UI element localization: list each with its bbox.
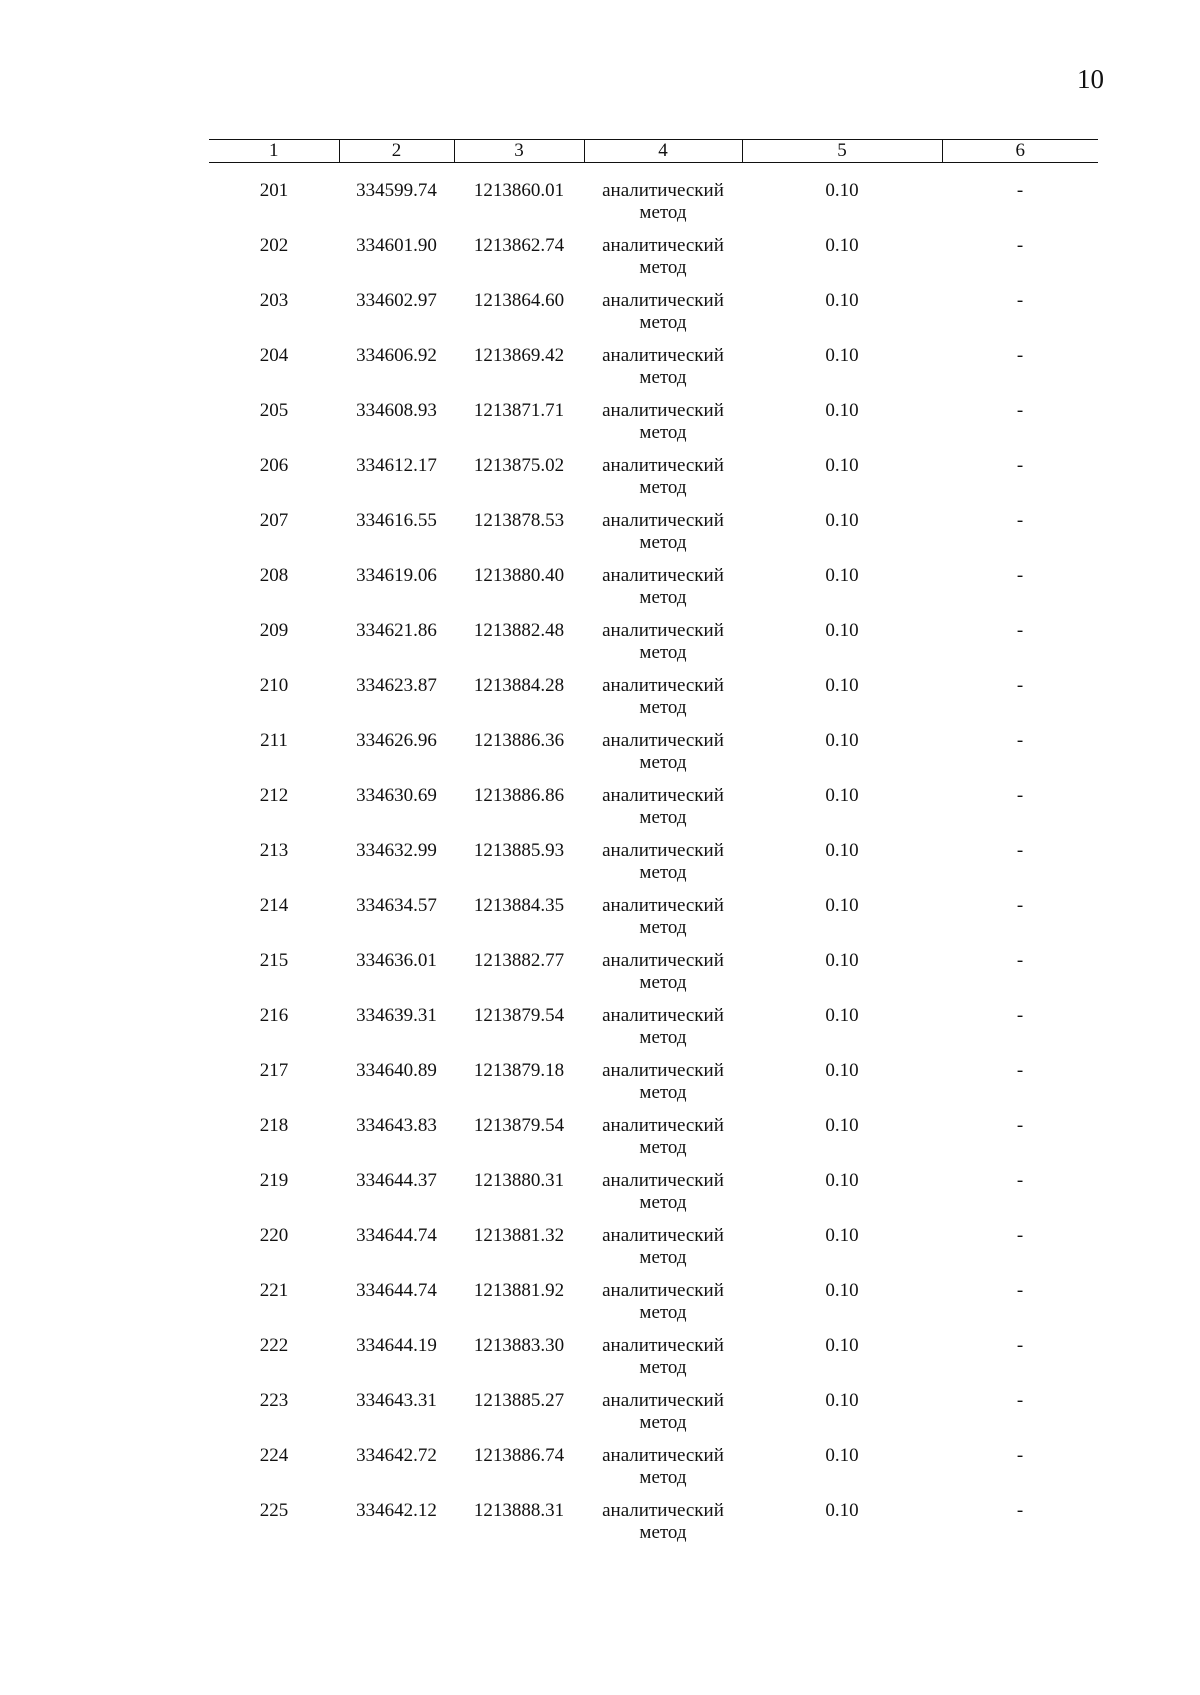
accuracy-cell: 0.10: [825, 730, 859, 751]
method-cell: [584, 1170, 742, 1225]
method-line: аналитический: [602, 1115, 724, 1136]
method-line: аналитический: [602, 1225, 724, 1246]
accuracy-cell: 0.10: [825, 1390, 859, 1411]
y-coordinate-cell: 1213862.74: [473, 235, 565, 256]
y-coordinate-cell: 1213878.53: [473, 510, 565, 531]
y-coordinate-cell: 1213888.31: [473, 1500, 565, 1521]
point-number-cell: 225: [259, 1500, 289, 1521]
note-cell: -: [1016, 840, 1024, 861]
y-coordinate-cell: 1213886.36: [473, 730, 565, 751]
y-coordinate-cell: 1213882.48: [473, 620, 565, 641]
point-number-cell: 219: [259, 1170, 289, 1191]
method-line: аналитический: [602, 1390, 724, 1411]
note-cell: -: [1016, 620, 1024, 641]
method-line: аналитический: [602, 290, 724, 311]
table-row: [209, 1005, 1098, 1060]
table-row: [209, 1115, 1098, 1170]
method-cell: [584, 455, 742, 510]
method-line: метод: [639, 1302, 687, 1323]
method-line: метод: [639, 642, 687, 663]
table-row: [209, 1390, 1098, 1445]
table-row: [209, 1335, 1098, 1390]
accuracy-cell: 0.10: [825, 1445, 859, 1466]
note-cell: -: [1016, 1115, 1024, 1136]
table-row: [209, 180, 1098, 235]
method-cell: [584, 1115, 742, 1170]
note-cell: -: [1016, 400, 1024, 421]
method-cell: [584, 180, 742, 235]
method-line: аналитический: [602, 730, 724, 751]
accuracy-cell: 0.10: [825, 400, 859, 421]
note-cell: -: [1016, 785, 1024, 806]
accuracy-cell: 0.10: [825, 1500, 859, 1521]
point-number-cell: 202: [259, 235, 289, 256]
x-coordinate-cell: 334608.93: [356, 400, 437, 421]
method-line: метод: [639, 1192, 687, 1213]
method-cell: [584, 1500, 742, 1555]
accuracy-cell: 0.10: [825, 510, 859, 531]
method-cell: [584, 840, 742, 895]
method-cell: [584, 675, 742, 730]
method-line: аналитический: [602, 345, 724, 366]
table-header-row: [209, 140, 1098, 163]
x-coordinate-cell: 334623.87: [356, 675, 437, 696]
note-cell: -: [1016, 1445, 1024, 1466]
y-coordinate-cell: 1213881.92: [473, 1280, 565, 1301]
y-coordinate-cell: 1213883.30: [473, 1335, 565, 1356]
point-number-cell: 206: [259, 455, 289, 476]
accuracy-cell: 0.10: [825, 675, 859, 696]
method-cell: [584, 1060, 742, 1115]
table-row: [209, 1280, 1098, 1335]
y-coordinate-cell: 1213882.77: [473, 950, 565, 971]
method-cell: [584, 1005, 742, 1060]
method-line: аналитический: [602, 180, 724, 201]
method-line: аналитический: [602, 1005, 724, 1026]
accuracy-cell: 0.10: [825, 345, 859, 366]
y-coordinate-cell: 1213884.28: [473, 675, 565, 696]
table-row: [209, 565, 1098, 620]
method-line: метод: [639, 1247, 687, 1268]
x-coordinate-cell: 334601.90: [356, 235, 437, 256]
table-row: [209, 1445, 1098, 1500]
table-row: [209, 235, 1098, 290]
x-coordinate-cell: 334643.31: [356, 1390, 437, 1411]
y-coordinate-cell: 1213860.01: [473, 180, 565, 201]
method-line: аналитический: [602, 785, 724, 806]
method-line: метод: [639, 807, 687, 828]
table-row: [209, 1060, 1098, 1115]
table-row: [209, 840, 1098, 895]
method-cell: [584, 400, 742, 455]
point-number-cell: 220: [259, 1225, 289, 1246]
x-coordinate-cell: 334621.86: [356, 620, 437, 641]
x-coordinate-cell: 334639.31: [356, 1005, 437, 1026]
note-cell: -: [1016, 455, 1024, 476]
method-line: метод: [639, 422, 687, 443]
table-row: [209, 620, 1098, 675]
point-number-cell: 221: [259, 1280, 289, 1301]
x-coordinate-cell: 334606.92: [356, 345, 437, 366]
y-coordinate-cell: 1213879.54: [473, 1115, 565, 1136]
table-row: [209, 510, 1098, 565]
note-cell: -: [1016, 565, 1024, 586]
x-coordinate-cell: 334642.72: [356, 1445, 437, 1466]
method-cell: [584, 290, 742, 345]
accuracy-cell: 0.10: [825, 290, 859, 311]
point-number-cell: 214: [259, 895, 289, 916]
method-line: метод: [639, 697, 687, 718]
y-coordinate-cell: 1213875.02: [473, 455, 565, 476]
point-number-cell: 218: [259, 1115, 289, 1136]
accuracy-cell: 0.10: [825, 840, 859, 861]
note-cell: -: [1016, 180, 1024, 201]
method-line: метод: [639, 257, 687, 278]
point-number-cell: 207: [259, 510, 289, 531]
coordinates-table: [209, 139, 1098, 1555]
x-coordinate-cell: 334642.12: [356, 1500, 437, 1521]
point-number-cell: 208: [259, 565, 289, 586]
method-line: аналитический: [602, 950, 724, 971]
x-coordinate-cell: 334643.83: [356, 1115, 437, 1136]
x-coordinate-cell: 334634.57: [356, 895, 437, 916]
accuracy-cell: 0.10: [825, 1060, 859, 1081]
method-cell: [584, 1390, 742, 1445]
point-number-cell: 222: [259, 1335, 289, 1356]
point-number-cell: 215: [259, 950, 289, 971]
note-cell: -: [1016, 950, 1024, 971]
accuracy-cell: 0.10: [825, 1005, 859, 1026]
column-header: 5: [742, 140, 942, 163]
method-line: аналитический: [602, 565, 724, 586]
point-number-cell: 211: [260, 730, 288, 751]
method-cell: [584, 950, 742, 1005]
method-line: метод: [639, 1412, 687, 1433]
column-header: 6: [942, 140, 1098, 163]
method-line: метод: [639, 477, 687, 498]
point-number-cell: 209: [259, 620, 289, 641]
method-cell: [584, 345, 742, 400]
point-number-cell: 201: [259, 180, 289, 201]
column-header: 3: [454, 140, 584, 163]
point-number-cell: 204: [259, 345, 289, 366]
point-number-cell: 216: [259, 1005, 289, 1026]
note-cell: -: [1016, 1005, 1024, 1026]
note-cell: -: [1016, 730, 1024, 751]
note-cell: -: [1016, 1060, 1024, 1081]
y-coordinate-cell: 1213885.27: [473, 1390, 565, 1411]
y-coordinate-cell: 1213884.35: [473, 895, 565, 916]
accuracy-cell: 0.10: [825, 235, 859, 256]
x-coordinate-cell: 334612.17: [356, 455, 437, 476]
method-line: аналитический: [602, 840, 724, 861]
y-coordinate-cell: 1213886.74: [473, 1445, 565, 1466]
method-line: метод: [639, 532, 687, 553]
table-row: [209, 345, 1098, 400]
x-coordinate-cell: 334636.01: [356, 950, 437, 971]
method-cell: [584, 1225, 742, 1280]
method-line: метод: [639, 202, 687, 223]
column-header: 4: [584, 140, 742, 163]
note-cell: -: [1016, 1225, 1024, 1246]
method-line: аналитический: [602, 620, 724, 641]
point-number-cell: 213: [259, 840, 289, 861]
accuracy-cell: 0.10: [825, 1225, 859, 1246]
point-number-cell: 224: [259, 1445, 289, 1466]
point-number-cell: 210: [259, 675, 289, 696]
x-coordinate-cell: 334644.37: [356, 1170, 437, 1191]
accuracy-cell: 0.10: [825, 565, 859, 586]
accuracy-cell: 0.10: [825, 1335, 859, 1356]
x-coordinate-cell: 334632.99: [356, 840, 437, 861]
page-number: 10: [1077, 64, 1104, 94]
y-coordinate-cell: 1213879.18: [473, 1060, 565, 1081]
table-row: [209, 290, 1098, 345]
method-line: аналитический: [602, 1170, 724, 1191]
method-line: метод: [639, 862, 687, 883]
x-coordinate-cell: 334599.74: [356, 180, 437, 201]
method-cell: [584, 620, 742, 675]
accuracy-cell: 0.10: [825, 1170, 859, 1191]
table-row: [209, 785, 1098, 840]
note-cell: -: [1016, 675, 1024, 696]
method-line: метод: [639, 312, 687, 333]
note-cell: -: [1016, 1500, 1024, 1521]
method-line: метод: [639, 752, 687, 773]
method-line: метод: [639, 1082, 687, 1103]
method-line: аналитический: [602, 675, 724, 696]
column-header: 1: [209, 140, 339, 163]
note-cell: -: [1016, 1170, 1024, 1191]
x-coordinate-cell: 334602.97: [356, 290, 437, 311]
point-number-cell: 203: [259, 290, 289, 311]
method-cell: [584, 235, 742, 290]
accuracy-cell: 0.10: [825, 455, 859, 476]
method-line: метод: [639, 587, 687, 608]
accuracy-cell: 0.10: [825, 180, 859, 201]
y-coordinate-cell: 1213885.93: [473, 840, 565, 861]
method-line: аналитический: [602, 1060, 724, 1081]
method-line: аналитический: [602, 1445, 724, 1466]
x-coordinate-cell: 334644.74: [356, 1225, 437, 1246]
method-line: аналитический: [602, 510, 724, 531]
accuracy-cell: 0.10: [825, 1280, 859, 1301]
point-number-cell: 212: [259, 785, 289, 806]
method-cell: [584, 565, 742, 620]
method-line: метод: [639, 972, 687, 993]
y-coordinate-cell: 1213864.60: [473, 290, 565, 311]
method-line: аналитический: [602, 895, 724, 916]
method-line: аналитический: [602, 1335, 724, 1356]
method-cell: [584, 785, 742, 840]
note-cell: -: [1016, 235, 1024, 256]
accuracy-cell: 0.10: [825, 620, 859, 641]
table-row: [209, 1170, 1098, 1225]
accuracy-cell: 0.10: [825, 785, 859, 806]
accuracy-cell: 0.10: [825, 895, 859, 916]
y-coordinate-cell: 1213886.86: [473, 785, 565, 806]
column-header: 2: [339, 140, 454, 163]
method-line: аналитический: [602, 235, 724, 256]
method-line: аналитический: [602, 1280, 724, 1301]
method-line: метод: [639, 1522, 687, 1543]
y-coordinate-cell: 1213869.42: [473, 345, 565, 366]
method-line: метод: [639, 1137, 687, 1158]
x-coordinate-cell: 334626.96: [356, 730, 437, 751]
method-line: аналитический: [602, 1500, 724, 1521]
note-cell: -: [1016, 510, 1024, 531]
method-line: метод: [639, 1357, 687, 1378]
method-line: метод: [639, 917, 687, 938]
method-cell: [584, 1280, 742, 1335]
note-cell: -: [1016, 1335, 1024, 1356]
method-cell: [584, 1335, 742, 1390]
method-line: аналитический: [602, 400, 724, 421]
x-coordinate-cell: 334644.74: [356, 1280, 437, 1301]
note-cell: -: [1016, 1390, 1024, 1411]
method-line: метод: [639, 367, 687, 388]
x-coordinate-cell: 334640.89: [356, 1060, 437, 1081]
table-row: [209, 950, 1098, 1005]
method-line: метод: [639, 1467, 687, 1488]
table-row: [209, 1500, 1098, 1555]
accuracy-cell: 0.10: [825, 1115, 859, 1136]
point-number-cell: 223: [259, 1390, 289, 1411]
note-cell: -: [1016, 895, 1024, 916]
y-coordinate-cell: 1213871.71: [473, 400, 565, 421]
x-coordinate-cell: 334630.69: [356, 785, 437, 806]
table-row: [209, 455, 1098, 510]
x-coordinate-cell: 334619.06: [356, 565, 437, 586]
note-cell: -: [1016, 290, 1024, 311]
table-row: [209, 1225, 1098, 1280]
method-cell: [584, 1445, 742, 1500]
table-row: [209, 730, 1098, 785]
x-coordinate-cell: 334644.19: [356, 1335, 437, 1356]
note-cell: -: [1016, 1280, 1024, 1301]
method-line: аналитический: [602, 455, 724, 476]
y-coordinate-cell: 1213879.54: [473, 1005, 565, 1026]
table-row: [209, 400, 1098, 455]
method-cell: [584, 510, 742, 565]
note-cell: -: [1016, 345, 1024, 366]
accuracy-cell: 0.10: [825, 950, 859, 971]
table-row: [209, 675, 1098, 730]
point-number-cell: 205: [259, 400, 289, 421]
y-coordinate-cell: 1213881.32: [473, 1225, 565, 1246]
method-cell: [584, 895, 742, 950]
table-row: [209, 895, 1098, 950]
method-cell: [584, 730, 742, 785]
x-coordinate-cell: 334616.55: [356, 510, 437, 531]
y-coordinate-cell: 1213880.31: [473, 1170, 565, 1191]
point-number-cell: 217: [259, 1060, 289, 1081]
y-coordinate-cell: 1213880.40: [473, 565, 565, 586]
method-line: метод: [639, 1027, 687, 1048]
